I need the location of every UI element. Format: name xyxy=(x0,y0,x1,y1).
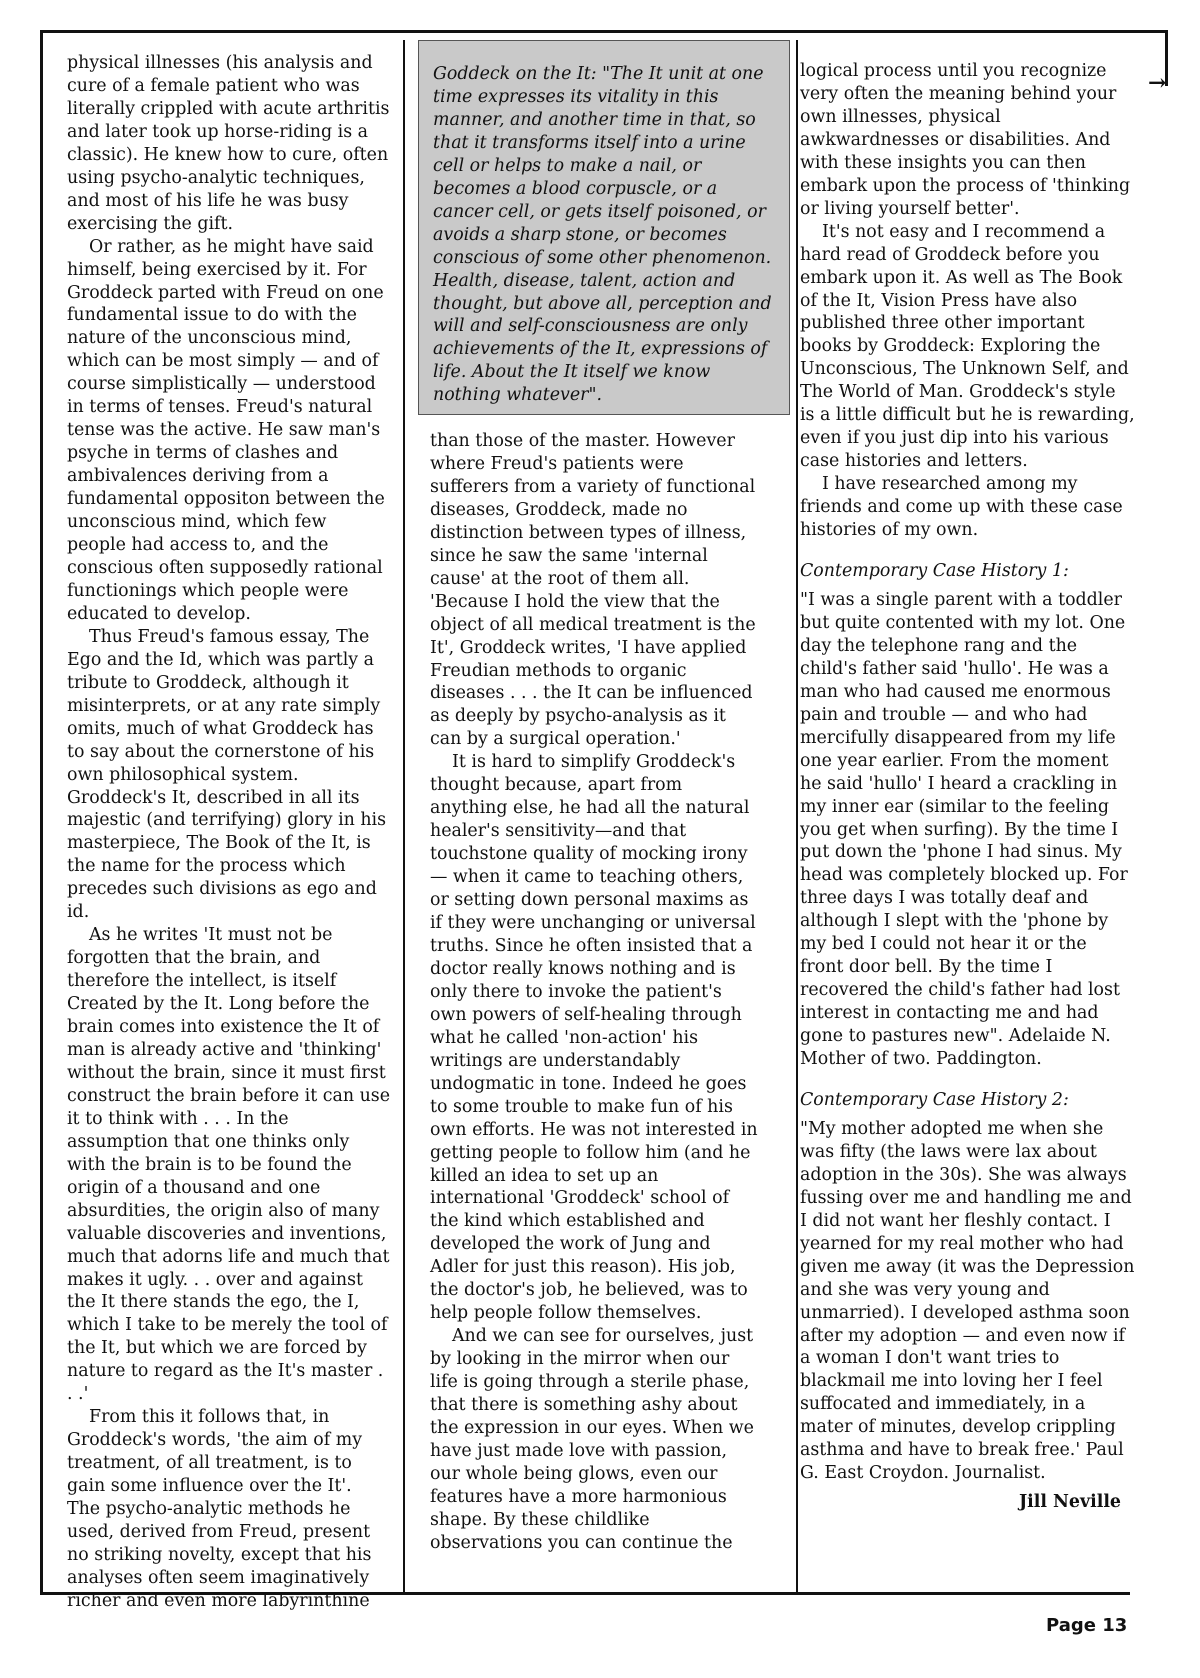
pull-quote-box xyxy=(418,40,790,415)
paragraph: Or rather, as he might have said himself, being exercised by it. For Groddeck parted with Freud on one fundamental issue to do with the nature of the unconscious mind, which can be most simply — and of course simplistically — understood in terms of tenses. Freud's natural tense was the active. He saw man's psyche in terms of clashes and ambivalences deriving from a fundamental oppositon between the unconscious mind, which few people had access to, and the conscious often supposedly rational functionings which people were educated to develop. xyxy=(67,236,385,624)
pencil-mark: → xyxy=(1148,70,1167,96)
paragraph: I have researched among my friends and come up with these case histories of my own. xyxy=(800,474,1123,541)
frame-top-rule xyxy=(40,30,1168,33)
paragraph: It's not easy and I recommend a hard read of Groddeck before you embark upon it. As well as The Book of the It, Vision Press have also published three other important books by Groddeck: Exploring the Unconscious, The Unknown Self, and The World of Man. Groddeck's style is a little difficult but he is rewarding, even if you just dip into his various case histories and letters. xyxy=(800,221,1135,472)
pull-quote-text: Goddeck on the It: "The It unit at one time expresses its vitality in this manner, and another time in that, so that it transforms itself into a urine cell or helps to make a nail, or becomes a blood corpuscle, or a cancer cell, or gets itself poisoned, or avoids a sharp stone, or becomes conscious of some other phenomenon. Health, disease, talent, action and thought, but above all, perception and will and self-consciousness are only achievements of the It, expressions of life. About the It itself we know nothing whatever". xyxy=(433,64,772,406)
paragraph: than those of the master. However where Freud's patients were sufferers from a variety of functional diseases, Groddeck, made no distinction between types of illness, since he saw the same 'internal cause' at the root of them all. 'Because I hold the view that the object of all medical treatment is the It', Groddeck writes, 'I have applied Freudian methods to organic diseases . . . the It can be influenced as deeply by psycho-analysis as it can by a surgical operation.' xyxy=(430,431,756,750)
paragraph: logical process until you recognize very often the meaning behind your own illnesses, physical awkwardnesses or disabilities. And with these insights you can then embark upon the process of 'thinking or living yourself better'. xyxy=(800,61,1131,219)
paragraph: As he writes 'It must not be forgotten that the brain, and therefore the intellect, is itself Created by the It. Long before the brain comes into existence the It of man is already active and 'thinking' without the brain, since it must first construct the brain before it can use it to think with . . . In the assumption that one thinks only with the brain is to be found the origin of a thousand and one absurdities, the origin also of many valuable discoveries and inventions, much that adorns life and much that makes it ugly. . . over and against the It there stands the ego, the I, which I take to be merely the tool of the It, but which we are forced by nature to regard as the It's master . . .' xyxy=(67,925,391,1405)
paragraph: And we can see for ourselves, just by looking in the mirror when our life is going through a sterile phase, that there is something ashy about the expression in our eyes. When we have just made love with passion, our whole being glows, even our features have a more harmonious shape. By these childlike observations you can continue the xyxy=(430,1326,754,1553)
case-history-2-heading: Contemporary Case History 2: xyxy=(800,1089,1069,1110)
case-history-1-text: "I was a single parent with a toddler but quite contented with my lot. One day the telephone rang and the child's father said 'hullo'. He was a man who had caused me enormous pain and trouble — and who had mercifully disappeared from my life one year earlier. From the moment he said 'hullo' I heard a crackling in my inner ear (similar to the feeling you get when surfing). By the time I put down the 'phone I had sinus. My head was completely blocked up. For three days I was totally deaf and although I slept with the 'phone by my bed I could not hear it or the front door bell. By the time I recovered the child's father had lost interest in contacting me and had gone to pastures new". Adelaide N. Mother of two. Paddington. xyxy=(800,589,1128,1070)
paragraph: It is hard to simplify Groddeck's thought because, apart from anything else, he had all the natural healer's sensitivity—and that touchstone quality of mocking irony — when it came to teaching others, or setting down personal maxims as if they were unchanging or universal truths. Since he often insisted that a doctor really knows nothing and is only there to invoke the patient's own powers of self-healing through what he called 'non-action' his writings are understandably undogmatic in tone. Indeed he goes to some trouble to make fun of his own efforts. He was not interested in getting people to follow him (and he killed an idea to set up an international 'Groddeck' school of the kind which established and developed the work of Jung and Adler for just this reason). His job, the doctor's job, he believed, was to help people follow themselves. xyxy=(430,752,758,1324)
paragraph: From this it follows that, in Groddeck's words, 'the aim of my treatment, of all treatment, is to gain some influence over the It'. The psycho-analytic methods he used, derived from Freud, present no striking novelty, except that his analyses often seem imaginatively richer and even more labyrinthine xyxy=(67,1407,372,1611)
page-number: Page 13 xyxy=(1046,1615,1128,1636)
frame-left-rule xyxy=(40,30,43,1595)
column-divider-1 xyxy=(403,40,405,1592)
paragraph: physical illnesses (his analysis and cure of a female patient who was literally crippled with acute arthritis and later took up horse-riding is a classic). He knew how to cure, often using psycho-analytic techniques, and most of his life he was busy exercising the gift. xyxy=(67,53,390,234)
case-history-2-text: "My mother adopted me when she was fifty (the laws were lax about adoption in the 30s). She was always fussing over me and handling me and I did not want her fleshly contact. I yearned for my real mother who had given me away (it was the Depression and she was very young and unmarried). I developed asthma soon after my adoption — and even now if a woman I don't want tries to blackmail me into loving her I feel suffocated and immediately, in a mater of minutes, develop crippling asthma and have to break free.' Paul G. East Croydon. Journalist. xyxy=(800,1118,1135,1484)
column-divider-2 xyxy=(796,40,798,1592)
author-signature: Jill Neville xyxy=(1018,1492,1121,1513)
column-2 xyxy=(430,430,760,1555)
column-1 xyxy=(67,52,390,1613)
case-history-1-heading: Contemporary Case History 1: xyxy=(800,561,1069,582)
paragraph: Thus Freud's famous essay, The Ego and the Id, which was partly a tribute to Groddeck, although it misinterprets, or at any rate simply omits, much of what Groddeck has to say about the cornerstone of his own philosophical system. Groddeck's It, described in all its majestic (and terrifying) glory in his masterpiece, The Book of the It, is the name for the process which precedes such divisions as ego and id. xyxy=(67,626,387,923)
column-3 xyxy=(800,60,1135,1514)
